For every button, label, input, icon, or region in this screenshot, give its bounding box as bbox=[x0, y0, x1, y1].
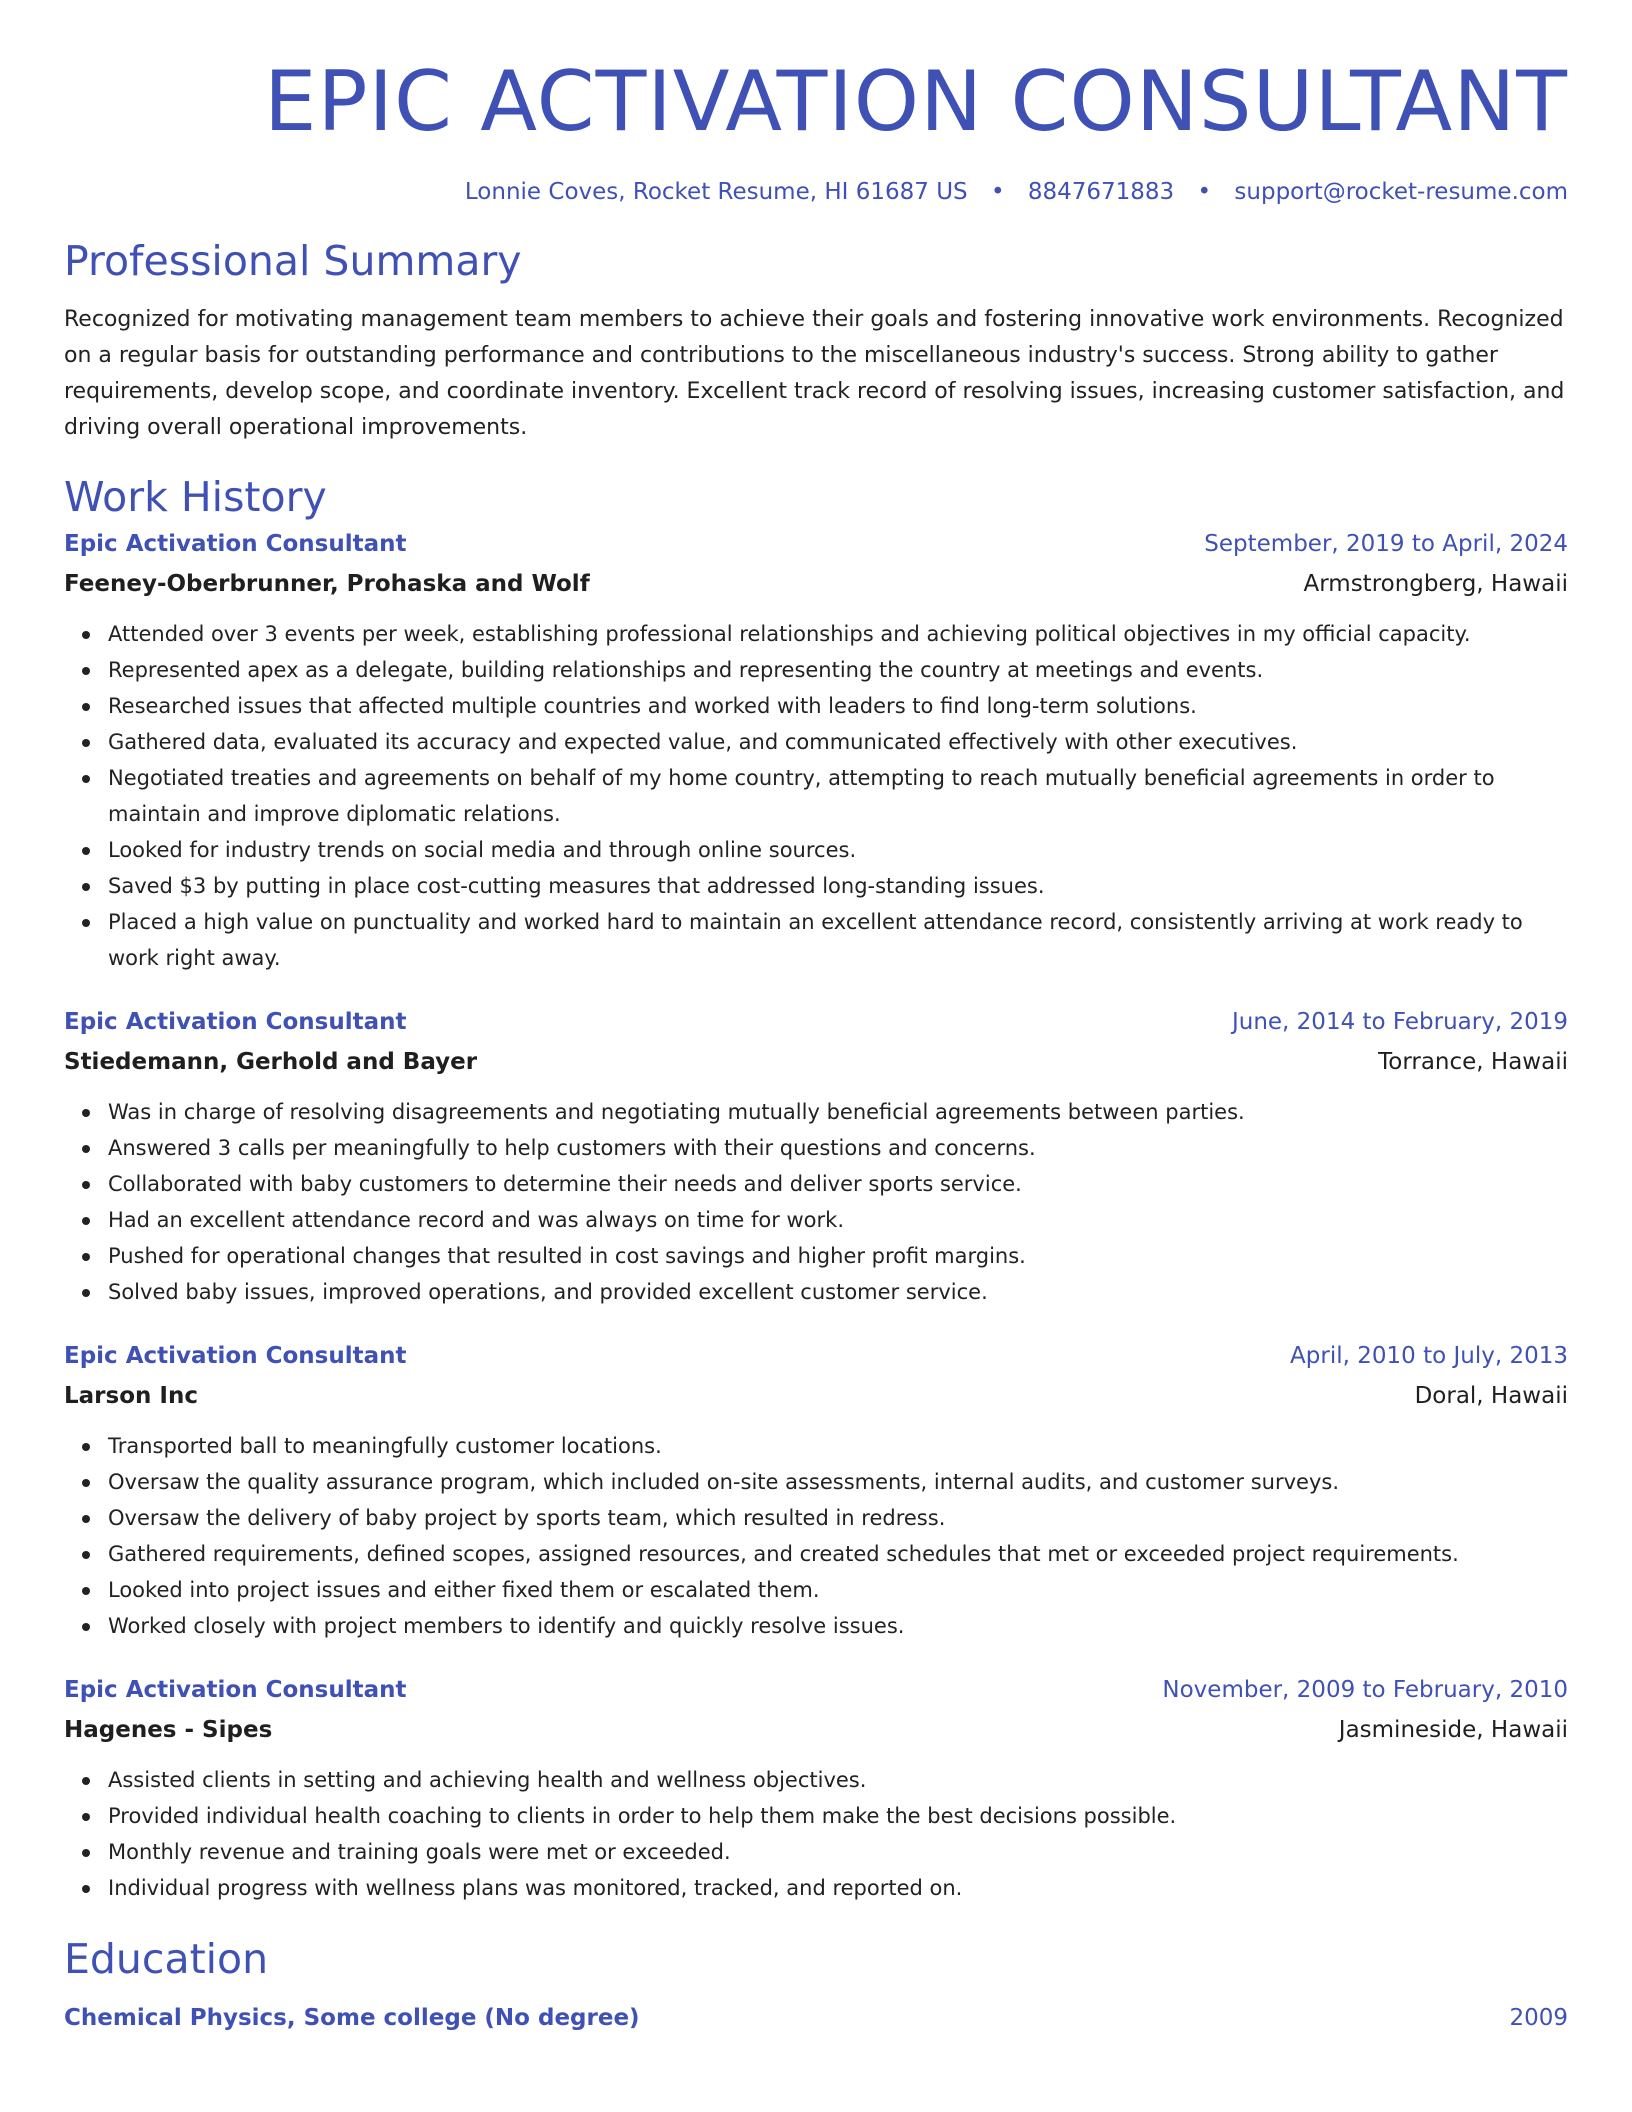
education-entry bbox=[64, 1998, 1568, 2038]
job-bullet: Gathered data, evaluated its accuracy and expected value, and communicated effectively with other executives. bbox=[108, 724, 1568, 760]
job-bullet: Pushed for operational changes that resulted in cost savings and higher profit margins. bbox=[108, 1238, 1568, 1274]
job-bullet: Transported ball to meaningfully customer locations. bbox=[108, 1428, 1568, 1464]
job-title-row bbox=[64, 524, 1568, 564]
job-bullet: Monthly revenue and training goals were met or exceeded. bbox=[108, 1834, 1568, 1870]
job-bullet: Worked closely with project members to identify and quickly resolve issues. bbox=[108, 1608, 1568, 1644]
job-bullet: Was in charge of resolving disagreements and negotiating mutually beneficial agreements between parties. bbox=[108, 1094, 1568, 1130]
job-entry bbox=[64, 1670, 1568, 1906]
job-bullet: Solved baby issues, improved operations, and provided excellent customer service. bbox=[108, 1274, 1568, 1310]
job-bullet: Saved $3 by putting in place cost-cutting measures that addressed long-standing issues. bbox=[108, 868, 1568, 904]
job-dates: April, 2010 to July, 2013 bbox=[1290, 1343, 1568, 1369]
resume-title: EPIC ACTIVATION CONSULTANT bbox=[264, 53, 1568, 150]
job-company-row bbox=[64, 564, 1568, 604]
job-company-row bbox=[64, 1710, 1568, 1750]
job-title: Epic Activation Consultant bbox=[64, 1677, 407, 1703]
job-bullet: Collaborated with baby customers to determine their needs and deliver sports service. bbox=[108, 1166, 1568, 1202]
job-location: Armstrongberg, Hawaii bbox=[1303, 571, 1568, 597]
contact-separator: • bbox=[990, 179, 1005, 205]
job-company: Feeney-Oberbrunner, Prohaska and Wolf bbox=[64, 571, 590, 597]
job-bullet: Oversaw the delivery of baby project by sports team, which resulted in redress. bbox=[108, 1500, 1568, 1536]
job-bullet: Researched issues that affected multiple countries and worked with leaders to find long-term solutions. bbox=[108, 688, 1568, 724]
job-bullet-list bbox=[64, 1428, 1568, 1644]
job-bullet: Represented apex as a delegate, building relationships and representing the country at meetings and events. bbox=[108, 652, 1568, 688]
education-list bbox=[64, 1998, 1568, 2038]
job-company: Stiedemann, Gerhold and Bayer bbox=[64, 1049, 478, 1075]
job-bullet-list bbox=[64, 616, 1568, 976]
contact-address: Lonnie Coves, Rocket Resume, HI 61687 US bbox=[464, 179, 968, 205]
job-dates: June, 2014 to February, 2019 bbox=[1231, 1009, 1568, 1035]
job-title-row bbox=[64, 1002, 1568, 1042]
job-dates: November, 2009 to February, 2010 bbox=[1162, 1677, 1568, 1703]
job-company-row bbox=[64, 1376, 1568, 1416]
summary-text: Recognized for motivating management team members to achieve their goals and fostering innovative work environments. Recognized on a regular basis for outstanding performance and contributions to the miscellaneous industry's success. Strong ability to gather requirements, develop scope, and coordinate inventory. Excellent track record of resolving issues, increasing customer satisfaction, and driving overall operational improvements. bbox=[64, 307, 1565, 440]
education-year: 2009 bbox=[1509, 2005, 1568, 2031]
job-bullet: Looked into project issues and either fixed them or escalated them. bbox=[108, 1572, 1568, 1608]
job-title-row bbox=[64, 1670, 1568, 1710]
summary-heading: Professional Summary bbox=[64, 237, 522, 285]
work-history-heading: Work History bbox=[64, 473, 327, 521]
contact-line bbox=[64, 176, 1568, 208]
work-history-list bbox=[64, 524, 1568, 1906]
education-degree: Chemical Physics, Some college (No degree) bbox=[64, 2005, 640, 2031]
contact-phone: 8847671883 bbox=[1027, 179, 1175, 205]
contact-separator: • bbox=[1197, 179, 1212, 205]
job-title-row bbox=[64, 1336, 1568, 1376]
job-bullet-list bbox=[64, 1094, 1568, 1310]
resume-page bbox=[64, 0, 1568, 2038]
job-dates: September, 2019 to April, 2024 bbox=[1204, 531, 1568, 557]
job-bullet: Answered 3 calls per meaningfully to help customers with their questions and concerns. bbox=[108, 1130, 1568, 1166]
job-company-row bbox=[64, 1042, 1568, 1082]
education-heading: Education bbox=[64, 1935, 269, 1983]
job-bullet: Assisted clients in setting and achieving health and wellness objectives. bbox=[108, 1762, 1568, 1798]
job-bullet: Attended over 3 events per week, establishing professional relationships and achieving political objectives in my official capacity. bbox=[108, 616, 1568, 652]
job-location: Jasmineside, Hawaii bbox=[1338, 1717, 1568, 1743]
job-bullet: Had an excellent attendance record and was always on time for work. bbox=[108, 1202, 1568, 1238]
job-bullet-list bbox=[64, 1762, 1568, 1906]
job-bullet: Gathered requirements, defined scopes, assigned resources, and created schedules that met or exceeded project requirements. bbox=[108, 1536, 1568, 1572]
job-company: Larson Inc bbox=[64, 1383, 198, 1409]
job-title: Epic Activation Consultant bbox=[64, 531, 407, 557]
job-entry bbox=[64, 524, 1568, 976]
job-entry bbox=[64, 1336, 1568, 1644]
contact-email: support@rocket-resume.com bbox=[1234, 179, 1568, 205]
job-bullet: Negotiated treaties and agreements on behalf of my home country, attempting to reach mutually beneficial agreements in order to maintain and improve diplomatic relations. bbox=[108, 760, 1568, 832]
job-bullet: Looked for industry trends on social media and through online sources. bbox=[108, 832, 1568, 868]
job-bullet: Provided individual health coaching to clients in order to help them make the best decisions possible. bbox=[108, 1798, 1568, 1834]
job-title: Epic Activation Consultant bbox=[64, 1009, 407, 1035]
job-location: Doral, Hawaii bbox=[1414, 1383, 1568, 1409]
job-bullet: Placed a high value on punctuality and worked hard to maintain an excellent attendance record, consistently arriving at work ready to work right away. bbox=[108, 904, 1568, 976]
job-bullet: Oversaw the quality assurance program, which included on-site assessments, internal audits, and customer surveys. bbox=[108, 1464, 1568, 1500]
job-bullet: Individual progress with wellness plans was monitored, tracked, and reported on. bbox=[108, 1870, 1568, 1906]
job-entry bbox=[64, 1002, 1568, 1310]
job-title: Epic Activation Consultant bbox=[64, 1343, 407, 1369]
job-company: Hagenes - Sipes bbox=[64, 1717, 273, 1743]
job-location: Torrance, Hawaii bbox=[1378, 1049, 1568, 1075]
